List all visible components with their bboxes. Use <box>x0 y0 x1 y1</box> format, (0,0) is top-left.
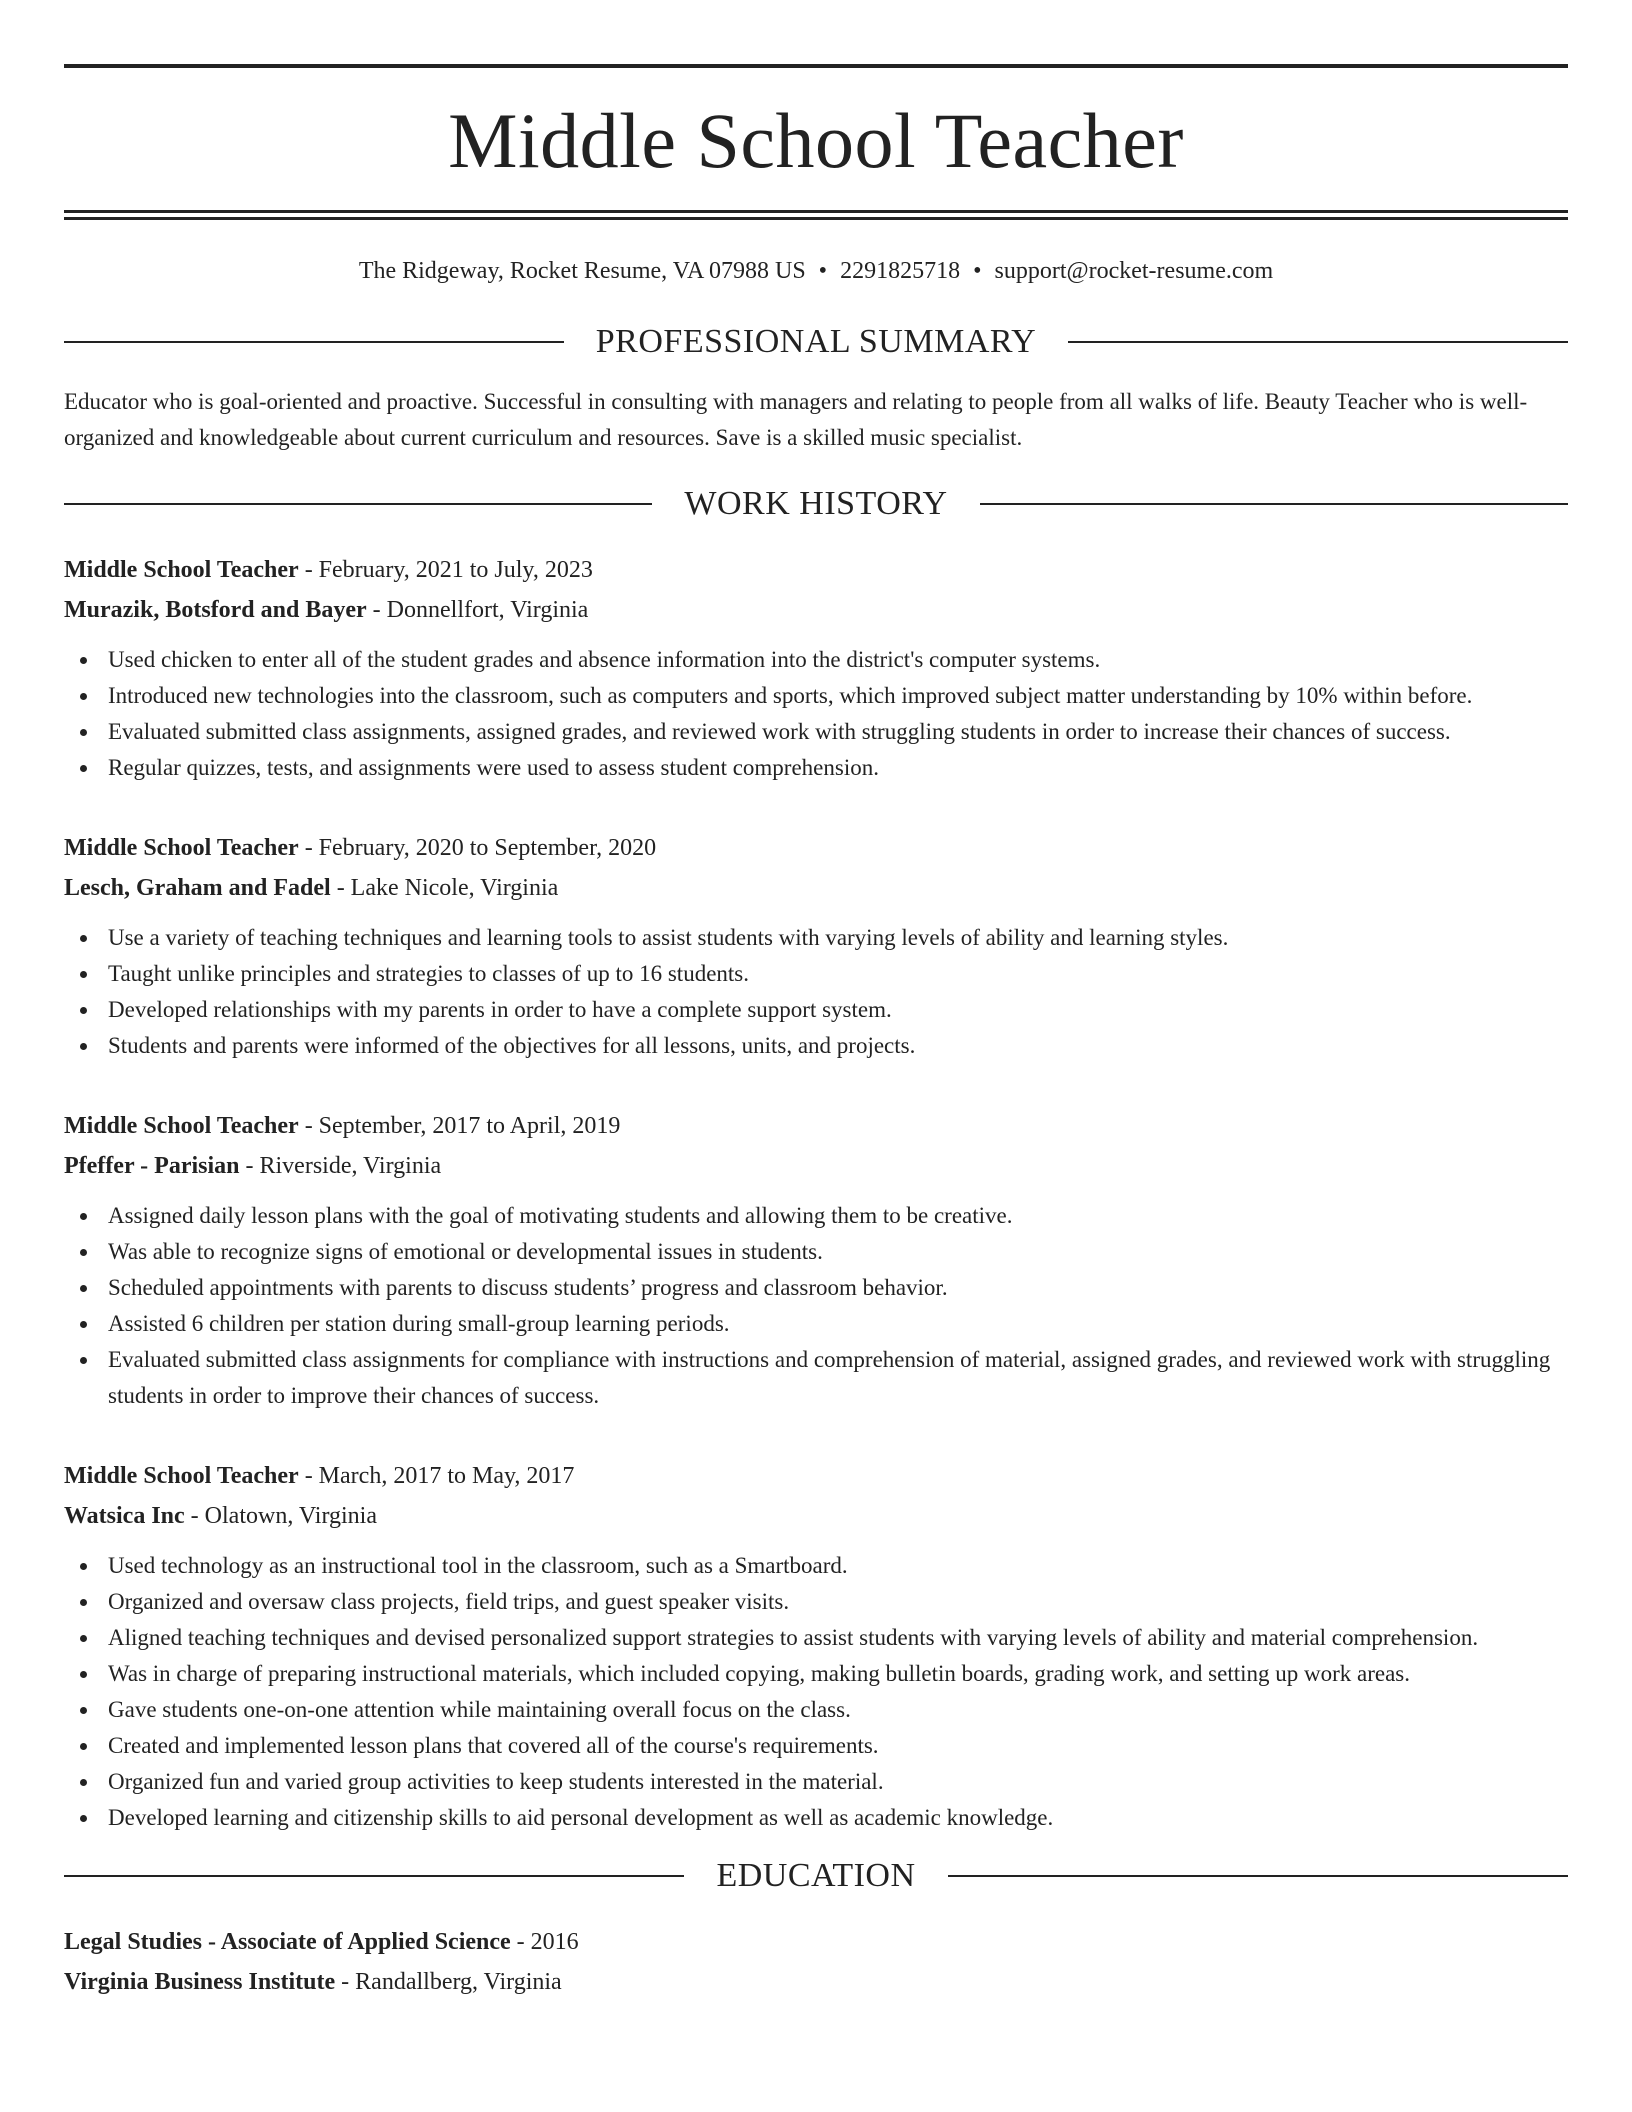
job-bullet-list <box>64 1548 1568 1836</box>
job-entry <box>64 1456 1568 1836</box>
job-title-line <box>64 550 1568 590</box>
job-bullet: Evaluated submitted class assignments for compliance with instructions and comprehension of material, assigned grades, and reviewed work with struggling students in order to improve their chances of success. <box>64 1342 1568 1414</box>
job-bullet: Students and parents were informed of the objectives for all lessons, units, and projects. <box>64 1028 1568 1064</box>
contact-address: The Ridgeway, Rocket Resume, VA 07988 US <box>358 258 806 284</box>
education-location: - Randallberg, Virginia <box>335 1969 562 1995</box>
job-company-line <box>64 868 1568 908</box>
section-heading-work <box>64 484 1568 524</box>
job-company-line <box>64 1146 1568 1186</box>
job-bullet: Organized fun and varied group activities to keep students interested in the material. <box>64 1764 1568 1800</box>
job-bullet: Used chicken to enter all of the student grades and absence information into the district's computer systems. <box>64 642 1568 678</box>
education-school-line <box>64 1962 1568 2002</box>
section-title: WORK HISTORY <box>684 485 948 522</box>
job-location: - Donnellfort, Virginia <box>366 597 589 623</box>
job-dates: - February, 2021 to July, 2023 <box>298 557 593 583</box>
heading-rule-left <box>64 503 652 505</box>
job-bullet: Developed relationships with my parents in order to have a complete support system. <box>64 992 1568 1028</box>
summary-text: Educator who is goal-oriented and proactive. Successful in consulting with managers and relating to people from all walks of life. Beauty Teacher who is well-organized and knowledgeable about current curriculum and resources. Save is a skilled music specialist. <box>64 389 1528 450</box>
heading-rule-left <box>64 1875 684 1877</box>
job-bullet: Was able to recognize signs of emotional or developmental issues in students. <box>64 1234 1568 1270</box>
job-title: Middle School Teacher <box>64 1113 299 1139</box>
job-bullet-list <box>64 642 1568 786</box>
job-company: Murazik, Botsford and Bayer <box>64 597 367 623</box>
job-entry <box>64 828 1568 1064</box>
job-entry <box>64 1106 1568 1414</box>
job-entry <box>64 550 1568 786</box>
contact-email: support@rocket-resume.com <box>994 258 1274 284</box>
education-entry <box>64 1922 1568 2002</box>
heading-rule-left <box>64 341 564 343</box>
section-title: EDUCATION <box>716 1857 916 1894</box>
job-company-line <box>64 590 1568 630</box>
contact-line <box>64 256 1568 286</box>
contact-separator: • <box>973 258 982 284</box>
job-bullet: Scheduled appointments with parents to discuss students’ progress and classroom behavior. <box>64 1270 1568 1306</box>
job-title: Middle School Teacher <box>64 1463 299 1489</box>
job-bullet: Organized and oversaw class projects, field trips, and guest speaker visits. <box>64 1584 1568 1620</box>
heading-rule-right <box>980 503 1568 505</box>
job-bullet-list <box>64 1198 1568 1414</box>
resume-title: Middle School Teacher <box>448 97 1184 184</box>
job-bullet: Assisted 6 children per station during small-group learning periods. <box>64 1306 1568 1342</box>
education-year: - 2016 <box>510 1929 579 1955</box>
job-dates: - March, 2017 to May, 2017 <box>298 1463 575 1489</box>
job-bullet: Assigned daily lesson plans with the goal of motivating students and allowing them to be creative. <box>64 1198 1568 1234</box>
job-title-line <box>64 828 1568 868</box>
job-location: - Olatown, Virginia <box>184 1503 377 1529</box>
title-double-rule <box>64 210 1568 220</box>
job-bullet: Used technology as an instructional tool in the classroom, such as a Smartboard. <box>64 1548 1568 1584</box>
job-company: Watsica Inc <box>64 1503 185 1529</box>
job-title-line <box>64 1456 1568 1496</box>
job-location: - Lake Nicole, Virginia <box>330 875 559 901</box>
job-company-line <box>64 1496 1568 1536</box>
heading-rule-right <box>1068 341 1568 343</box>
job-location: - Riverside, Virginia <box>239 1153 442 1179</box>
education-degree-line <box>64 1922 1568 1962</box>
heading-rule-right <box>948 1875 1568 1877</box>
section-title: PROFESSIONAL SUMMARY <box>595 323 1037 360</box>
job-bullet: Was in charge of preparing instructional materials, which included copying, making bulletin boards, grading work, and setting up work areas. <box>64 1656 1568 1692</box>
job-bullet: Regular quizzes, tests, and assignments were used to assess student comprehension. <box>64 750 1568 786</box>
contact-phone: 2291825718 <box>840 258 961 284</box>
job-bullet: Introduced new technologies into the classroom, such as computers and sports, which improved subject matter understanding by 10% within before. <box>64 678 1568 714</box>
job-title: Middle School Teacher <box>64 835 299 861</box>
job-title-line <box>64 1106 1568 1146</box>
job-bullet: Gave students one-on-one attention while maintaining overall focus on the class. <box>64 1692 1568 1728</box>
contact-separator: • <box>818 258 828 284</box>
job-bullet: Aligned teaching techniques and devised personalized support strategies to assist students with varying levels of ability and material comprehension. <box>64 1620 1568 1656</box>
section-heading-summary <box>64 322 1568 362</box>
job-bullet: Evaluated submitted class assignments, assigned grades, and reviewed work with struggling students in order to increase their chances of success. <box>64 714 1568 750</box>
work-history-list <box>64 550 1568 1836</box>
job-bullet: Use a variety of teaching techniques and learning tools to assist students with varying levels of ability and learning styles. <box>64 920 1568 956</box>
resume-page <box>64 64 1568 2002</box>
job-dates: - September, 2017 to April, 2019 <box>298 1113 621 1139</box>
top-rule <box>64 64 1568 68</box>
job-company: Pfeffer - Parisian <box>64 1153 240 1179</box>
job-bullet: Created and implemented lesson plans that covered all of the course's requirements. <box>64 1728 1568 1764</box>
education-school: Virginia Business Institute <box>64 1969 336 1995</box>
job-title: Middle School Teacher <box>64 557 299 583</box>
job-company: Lesch, Graham and Fadel <box>64 875 331 901</box>
job-bullet: Taught unlike principles and strategies to classes of up to 16 students. <box>64 956 1568 992</box>
job-bullet-list <box>64 920 1568 1064</box>
job-dates: - February, 2020 to September, 2020 <box>298 835 657 861</box>
section-heading-education <box>64 1856 1568 1896</box>
education-degree: Legal Studies - Associate of Applied Science <box>64 1929 511 1955</box>
job-bullet: Developed learning and citizenship skills to aid personal development as well as academic knowledge. <box>64 1800 1568 1836</box>
